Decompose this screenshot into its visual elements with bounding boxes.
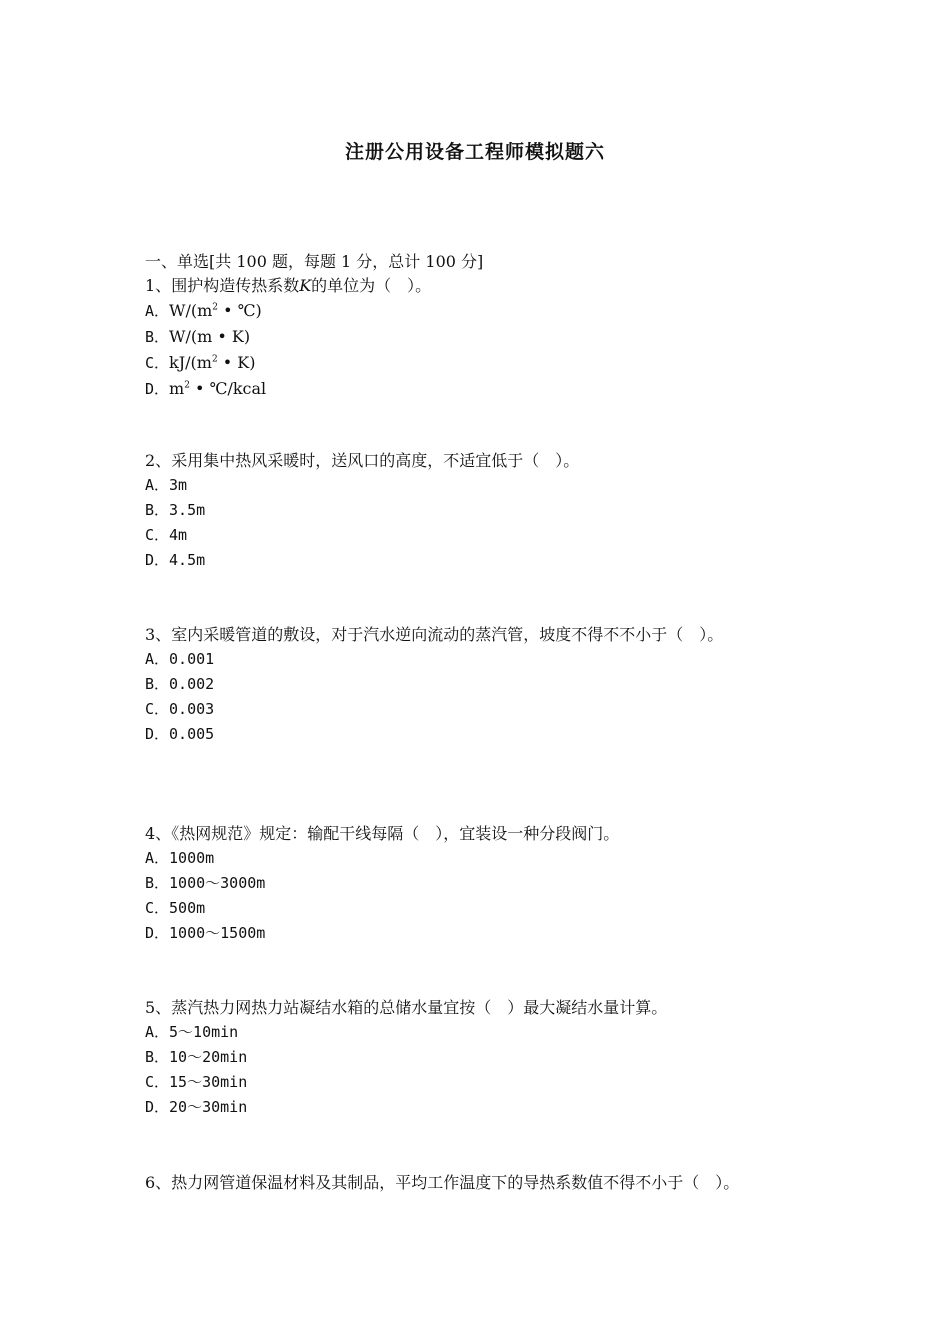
option-letter: B． (145, 1048, 170, 1066)
document-title: 注册公用设备工程师模拟题六 (344, 141, 605, 163)
question-1 (145, 273, 810, 402)
option-d (145, 376, 810, 402)
question-2 (145, 448, 810, 573)
option-d (145, 921, 810, 946)
option-letter: A． (145, 476, 170, 494)
question-number: 4、 (145, 824, 172, 843)
option-value: 20～30min (169, 1098, 248, 1116)
option-b (145, 498, 810, 523)
option-c (145, 523, 810, 548)
option-letter: C． (145, 700, 170, 718)
question-body: 热力网管道保温材料及其制品，平均工作温度下的导热系数值不得不小于（ ）。 (171, 1173, 740, 1192)
option-d (145, 1095, 810, 1120)
option-letter: B． (145, 501, 170, 519)
option-letter: A． (145, 1023, 170, 1041)
question-body: 《热网规范》规定：输配干线每隔（ ），宜装设一种分段阀门。 (171, 824, 620, 843)
question-text (145, 622, 810, 647)
option-letter: C． (145, 526, 170, 544)
option-value: 10～20min (169, 1048, 248, 1066)
question-number: 2、 (145, 451, 172, 470)
option-value: W/(m • K) (169, 327, 251, 346)
option-d (145, 722, 810, 747)
option-letter: B． (145, 874, 170, 892)
option-c (145, 350, 810, 376)
option-value: 0.001 (169, 650, 215, 668)
question-5 (145, 995, 810, 1120)
option-c (145, 896, 810, 921)
option-value: 3.5m (169, 501, 206, 519)
option-value: 500m (169, 899, 206, 917)
option-value: $kJ/(m^2$ • K) (169, 353, 256, 372)
question-body: 围护构造传热系数K的单位为（ ）。 (171, 276, 432, 295)
option-letter: B． (145, 675, 170, 693)
question-text (145, 1170, 810, 1195)
option-value: 1000～1500m (169, 924, 266, 942)
question-number: 5、 (145, 998, 172, 1017)
question-4 (145, 821, 810, 946)
section-header: 一、单选[共 100 题，每题 1 分，总计 100 分] (145, 252, 484, 271)
option-letter: D． (145, 725, 170, 743)
option-letter: D． (145, 1098, 170, 1116)
option-value: 1000m (169, 849, 215, 867)
option-value: 4m (169, 526, 188, 544)
option-a (145, 846, 810, 871)
option-a (145, 1020, 810, 1045)
question-number: 3、 (145, 625, 172, 644)
option-letter: D． (145, 924, 170, 942)
option-b (145, 871, 810, 896)
option-value: 5～10min (169, 1023, 239, 1041)
option-value: 15～30min (169, 1073, 248, 1091)
option-value: 0.005 (169, 725, 215, 743)
question-number: 6、 (145, 1173, 172, 1192)
option-letter: D． (145, 380, 170, 398)
question-body: 采用集中热风采暖时，送风口的高度，不适宜低于（ ）。 (171, 451, 580, 470)
option-value: 3m (169, 476, 188, 494)
option-letter: A． (145, 302, 170, 320)
option-a (145, 647, 810, 672)
question-text (145, 448, 810, 473)
option-a (145, 473, 810, 498)
option-letter: A． (145, 849, 170, 867)
question-body: 室内采暖管道的敷设，对于汽水逆向流动的蒸汽管，坡度不得不不小于（ ）。 (171, 625, 724, 644)
question-body: 蒸汽热力网热力站凝结水箱的总储水量宜按（ ）最大凝结水量计算。 (171, 998, 668, 1017)
option-value: 0.003 (169, 700, 215, 718)
question-6 (145, 1170, 810, 1195)
option-a (145, 298, 810, 324)
option-letter: A． (145, 650, 170, 668)
option-d (145, 548, 810, 573)
question-text (145, 821, 810, 846)
option-value: 4.5m (169, 551, 206, 569)
option-c (145, 697, 810, 722)
option-letter: C． (145, 354, 170, 372)
option-letter: C． (145, 1073, 170, 1091)
question-text (145, 995, 810, 1020)
question-number: 1、 (145, 276, 172, 295)
option-value: $m^2$ • ℃/kcal (169, 379, 267, 398)
option-c (145, 1070, 810, 1095)
option-letter: B． (145, 328, 170, 346)
option-b (145, 1045, 810, 1070)
question-text (145, 273, 810, 298)
option-b (145, 672, 810, 697)
option-letter: D． (145, 551, 170, 569)
option-value: 0.002 (169, 675, 215, 693)
option-b (145, 324, 810, 350)
question-3 (145, 622, 810, 747)
option-value: 1000～3000m (169, 874, 266, 892)
option-letter: C． (145, 899, 170, 917)
option-value: $W/(m^2$ • ℃) (169, 301, 262, 320)
